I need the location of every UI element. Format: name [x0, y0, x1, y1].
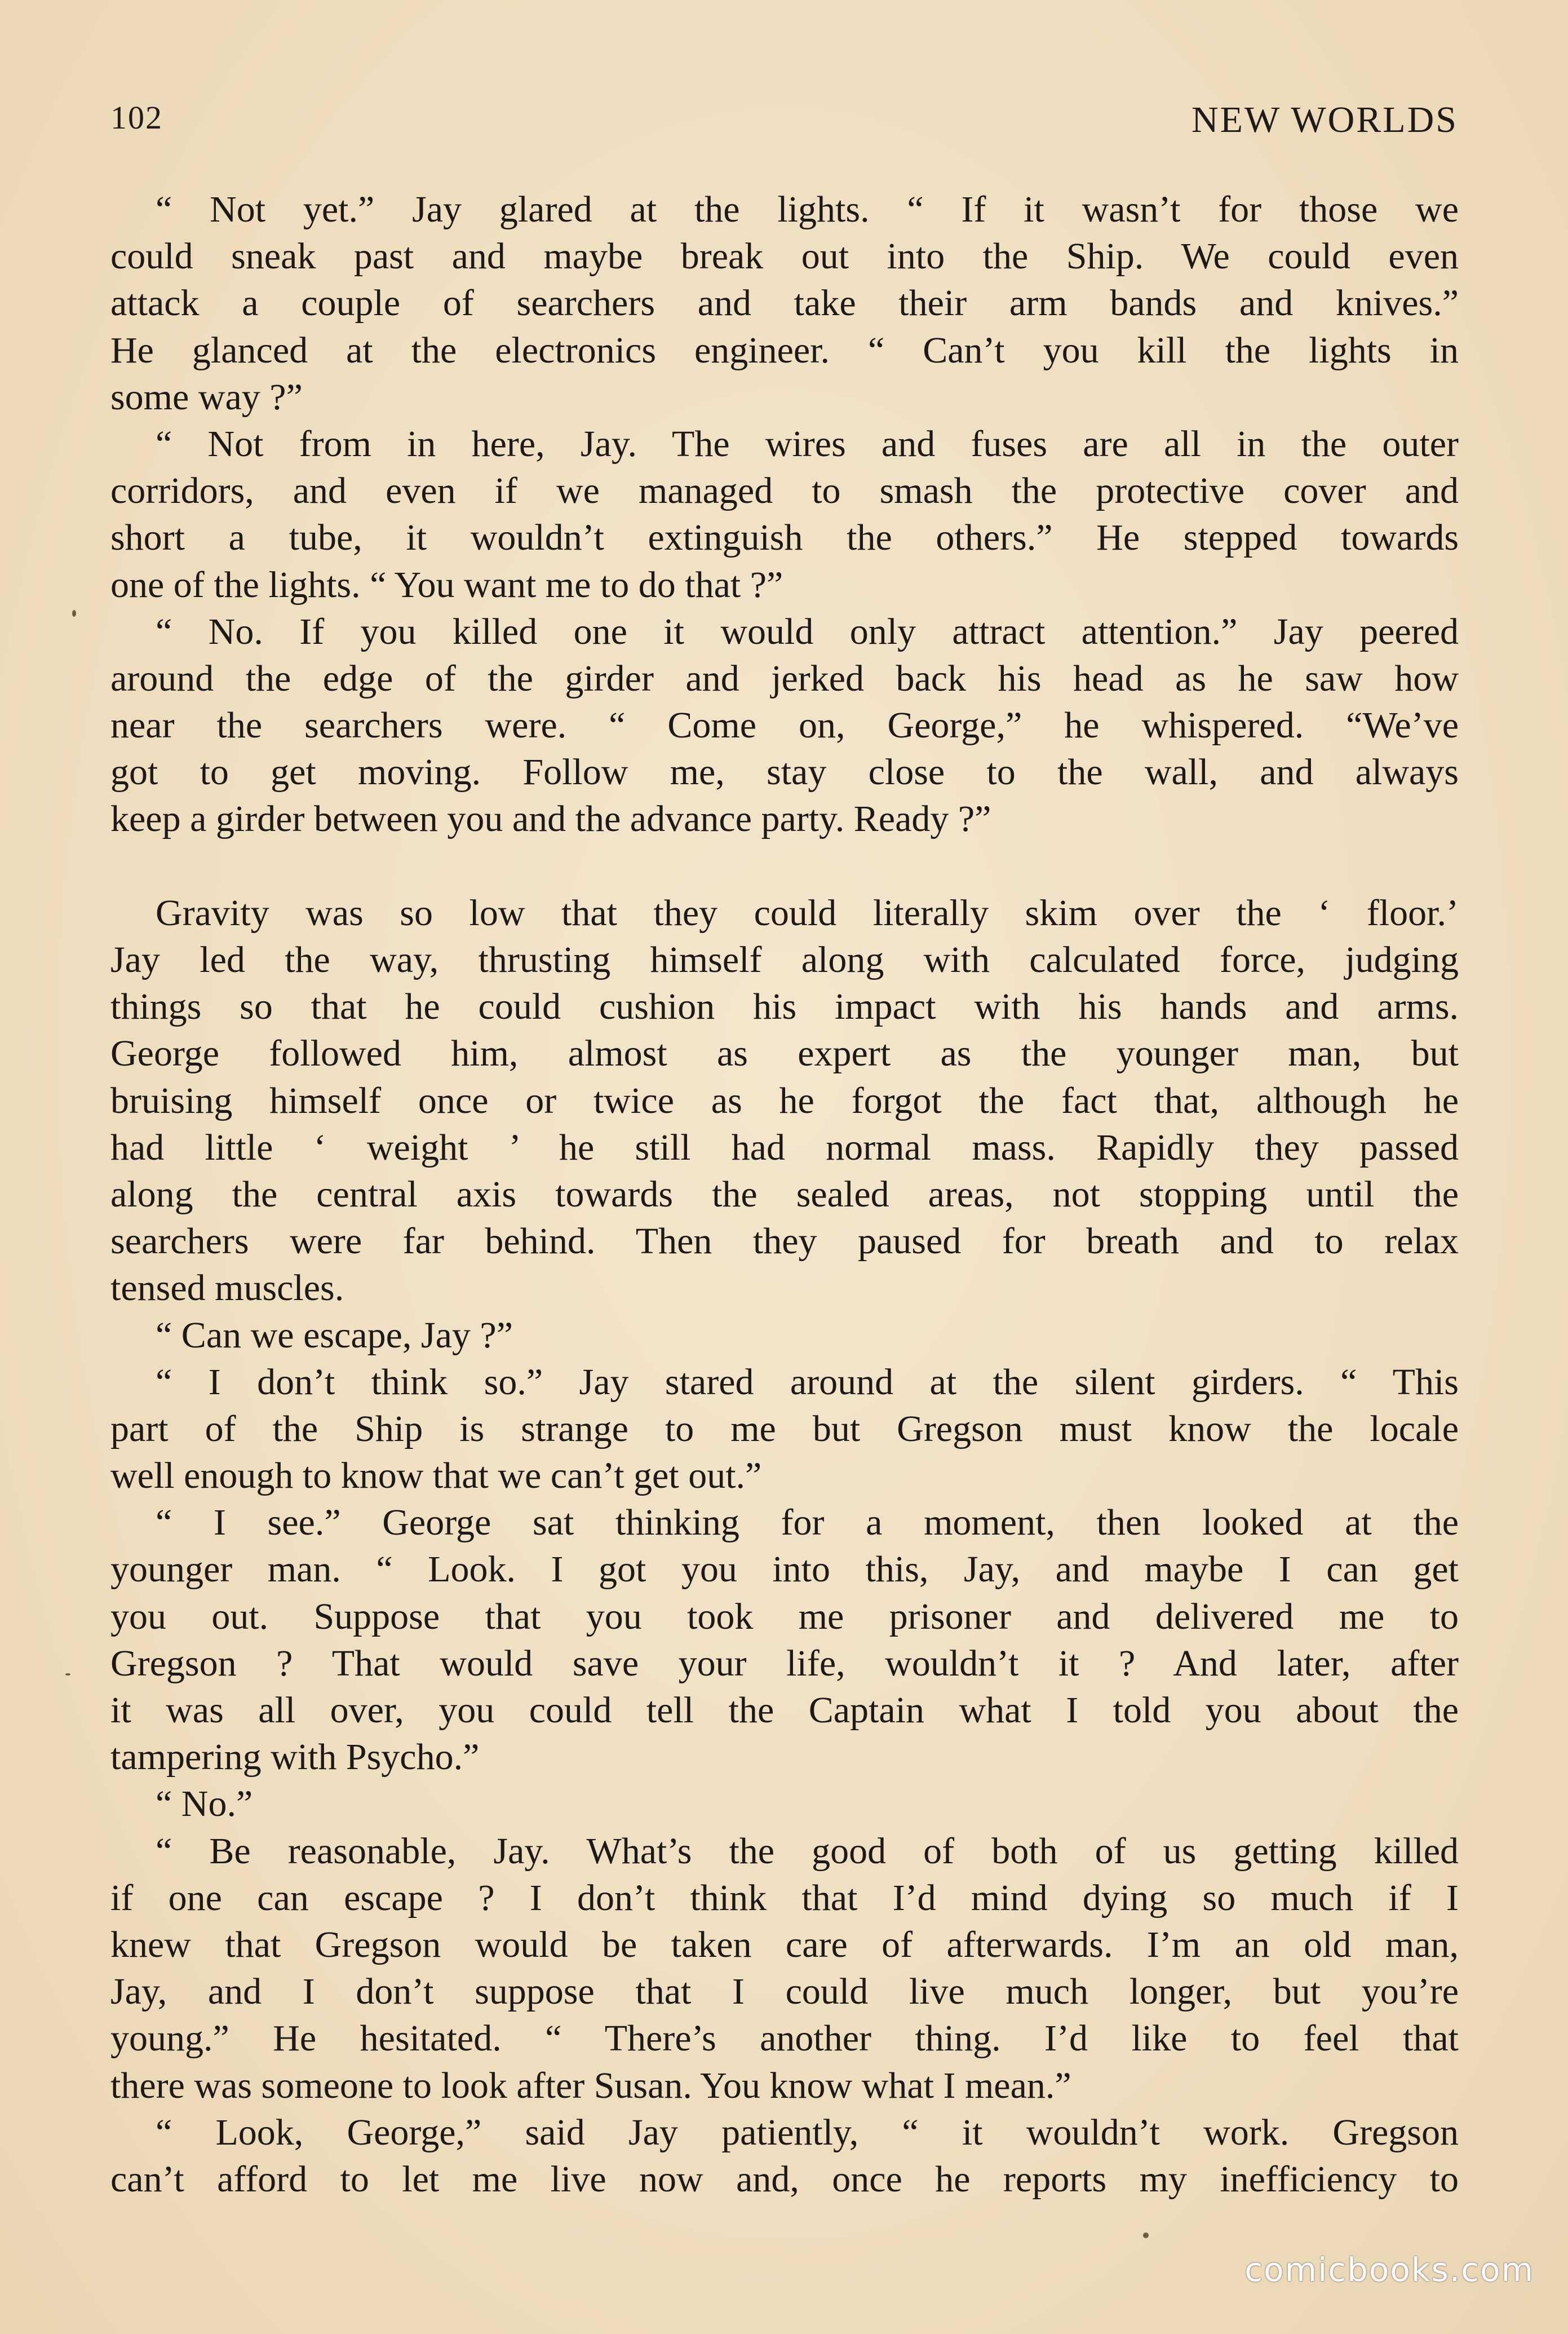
text-line: He glanced at the electronics engineer. “ Can’t you kill the lights in [110, 329, 1459, 371]
text-line: “ No.” [156, 1783, 253, 1825]
paper-speck [1143, 2233, 1149, 2238]
text-line: bruising himself once or twice as he forgot the fact that, although he [110, 1080, 1459, 1121]
text-line: it was all over, you could tell the Captain what I told you about the [110, 1690, 1459, 1731]
text-line: around the edge of the girder and jerked back his head as he saw how [110, 657, 1459, 699]
text-line: “ Be reasonable, Jay. What’s the good of both of us getting killed [156, 1830, 1459, 1872]
text-line: George followed him, almost as expert as the younger man, but [110, 1033, 1459, 1075]
watermark: comicbooks.com [1244, 2251, 1534, 2289]
text-line: Jay led the way, thrusting himself along with calculated force, judging [110, 939, 1459, 980]
text-line: knew that Gregson would be taken care of afterwards. I’m an old man, [110, 1924, 1459, 1965]
text-line: near the searchers were. “ Come on, George,” he whispered. “We’ve [110, 705, 1459, 746]
text-line: one of the lights. “ You want me to do that ?” [110, 564, 783, 605]
text-line: could sneak past and maybe break out into the Ship. We could even [110, 236, 1459, 277]
text-line: Gregson ? That would save your life, wouldn’t it ? And later, after [110, 1642, 1459, 1684]
text-line: part of the Ship is strange to me but Gregson must know the locale [110, 1408, 1459, 1449]
text-line: well enough to know that we can’t get out.” [110, 1455, 762, 1497]
paper-speck [65, 1673, 70, 1676]
text-line: attack a couple of searchers and take their arm bands and knives.” [110, 282, 1459, 324]
text-line: Gravity was so low that they could literally skim over the ‘ floor.’ [156, 892, 1459, 934]
text-line: “ I don’t think so.” Jay stared around at the silent girders. “ This [156, 1361, 1459, 1403]
text-line: tampering with Psycho.” [110, 1736, 480, 1778]
paper-speck [72, 610, 76, 617]
text-line: “ No. If you killed one it would only attract attention.” Jay peered [156, 611, 1459, 652]
text-line: tensed muscles. [110, 1267, 344, 1309]
text-line: you out. Suppose that you took me prisoner and delivered me to [110, 1595, 1459, 1637]
text-line: if one can escape ? I don’t think that I’d mind dying so much if I [110, 1877, 1459, 1919]
text-line: keep a girder between you and the advance party. Ready ?” [110, 798, 991, 840]
page-number: 102 [110, 99, 163, 136]
body-text [110, 186, 1459, 2203]
text-line: Jay, and I don’t suppose that I could live much longer, but you’re [110, 1971, 1459, 2013]
text-line: “ Can we escape, Jay ?” [156, 1314, 513, 1356]
text-line: “ I see.” George sat thinking for a moment, then looked at the [156, 1502, 1459, 1544]
text-line: there was someone to look after Susan. You know what I mean.” [110, 2065, 1071, 2106]
running-head: NEW WORLDS [1191, 99, 1458, 140]
text-line: “ Not from in here, Jay. The wires and fuses are all in the outer [156, 423, 1459, 465]
text-line: along the central axis towards the sealed areas, not stopping until the [110, 1173, 1459, 1215]
text-line: got to get moving. Follow me, stay close to the wall, and always [110, 752, 1459, 793]
text-line: “ Not yet.” Jay glared at the lights. “ If it wasn’t for those we [156, 189, 1459, 230]
section-break [110, 843, 1459, 890]
text-line: searchers were far behind. Then they paused for breath and to relax [110, 1221, 1459, 1262]
text-line: things so that he could cushion his impact with his hands and arms. [110, 986, 1459, 1028]
text-line: younger man. “ Look. I got you into this, Jay, and maybe I can get [110, 1549, 1459, 1590]
text-line: can’t afford to let me live now and, once he reports my inefficiency to [110, 2158, 1459, 2200]
text-line: “ Look, George,” said Jay patiently, “ it wouldn’t work. Gregson [156, 2111, 1459, 2153]
text-line: had little ‘ weight ’ he still had normal mass. Rapidly they passed [110, 1126, 1459, 1168]
text-line: some way ?” [110, 376, 303, 418]
text-line: corridors, and even if we managed to smash the protective cover and [110, 470, 1459, 512]
text-line: young.” He hesitated. “ There’s another thing. I’d like to feel that [110, 2018, 1459, 2059]
page-header [110, 99, 1458, 155]
text-line: short a tube, it wouldn’t extinguish the others.” He stepped towards [110, 517, 1459, 559]
